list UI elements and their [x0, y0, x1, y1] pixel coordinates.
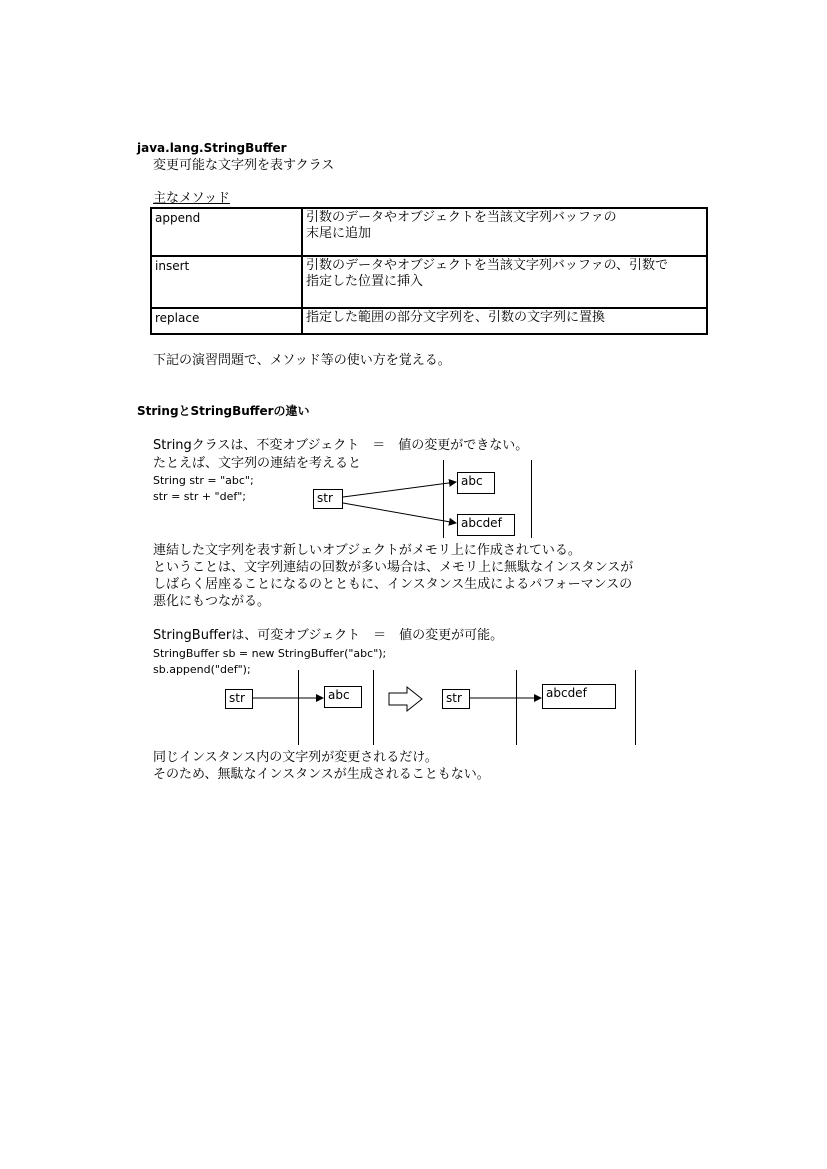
- str-variable-box: str: [313, 489, 343, 509]
- abc-object-box: abc: [324, 686, 362, 708]
- section1-description: 変更可能な文字列を表すクラス: [153, 158, 335, 173]
- method-description-line: 指定した範囲の部分文字列を、引数の文字列に置換: [306, 310, 606, 325]
- transition-arrow-icon: [389, 687, 422, 711]
- string-explanation-line: 悪化にもつながる。: [153, 594, 271, 609]
- exercise-note: 下記の演習問題で、メソッド等の使い方を覚える。: [153, 353, 451, 368]
- method-description-line: 末尾に追加: [306, 226, 372, 241]
- string-intro: Stringクラスは、不変オブジェクト ＝ 値の変更ができない。: [153, 438, 529, 453]
- string-explanation-line: 連結した文字列を表す新しいオブジェクトがメモリ上に作成されている。: [153, 543, 581, 558]
- section1-title: java.lang.StringBuffer: [137, 141, 287, 155]
- abc-object-box: abc: [457, 472, 495, 494]
- method-description-line: 引数のデータやオブジェクトを当該文字列バッファの、引数で: [306, 258, 669, 273]
- string-explanation-line: しばらく居座ることになるのとともに、インスタンス生成によるパフォーマンスの: [153, 577, 633, 592]
- methods-label: 主なメソッド: [153, 191, 230, 206]
- str-variable-box-after: str: [442, 689, 470, 709]
- abcdef-object-box: abcdef: [457, 514, 515, 536]
- reference-arrow-new: [343, 503, 456, 523]
- method-name: replace: [151, 308, 302, 334]
- code-line-2: str = str + "def";: [153, 490, 247, 503]
- string-explanation-line: ということは、文字列連結の回数が多い場合は、メモリ上に無駄なインスタンスが: [153, 560, 634, 575]
- code-line-3: StringBuffer sb = new StringBuffer("abc");: [153, 647, 387, 660]
- reference-arrow-old: [343, 482, 456, 497]
- section2-title: StringとStringBufferの違い: [137, 404, 310, 418]
- method-name: append: [151, 208, 302, 256]
- code-line-1: String str = "abc";: [153, 474, 254, 487]
- stringbuffer-explanation-line: 同じインスタンス内の文字列が変更されるだけ。: [153, 750, 438, 765]
- method-description-line: 指定した位置に挿入: [306, 274, 424, 289]
- string-example-intro: たとえば、文字列の連結を考えると: [153, 456, 362, 471]
- method-name: insert: [151, 256, 302, 308]
- code-line-4: sb.append("def");: [153, 663, 251, 676]
- stringbuffer-explanation-line: そのため、無駄なインスタンスが生成されることもない。: [153, 767, 490, 782]
- method-description-line: 引数のデータやオブジェクトを当該文字列バッファの: [306, 210, 617, 225]
- stringbuffer-intro: StringBufferは、可変オブジェクト ＝ 値の変更が可能。: [153, 628, 504, 643]
- str-variable-box-before: str: [225, 689, 253, 709]
- abcdef-object-box: abcdef: [542, 684, 616, 709]
